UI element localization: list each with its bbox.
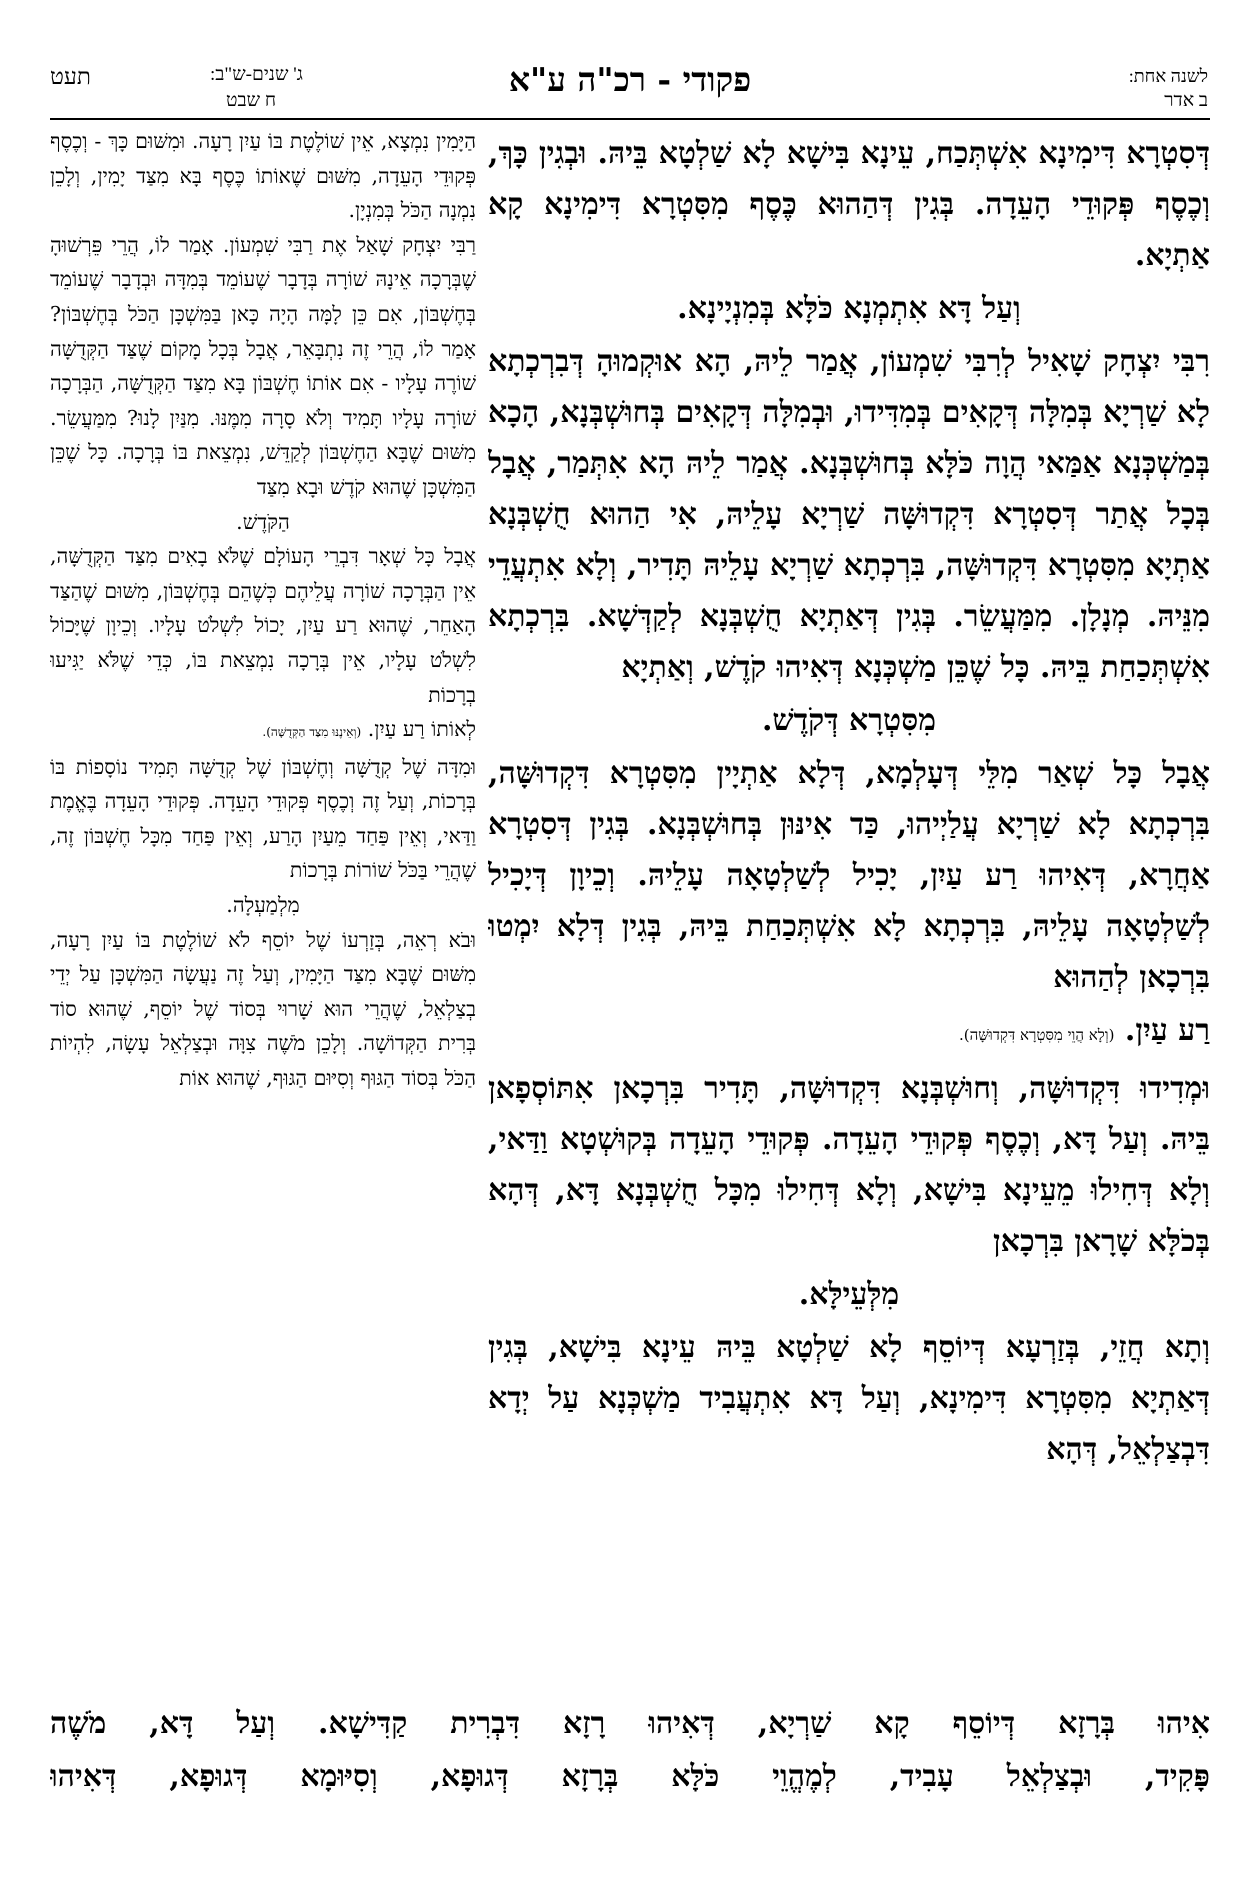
page-title: פקודי - רכ"ה ע"א (508, 60, 752, 99)
cycle-line-1: לשנה אחת: (1128, 66, 1208, 86)
main-paragraph-3: אֲבָל כָּל שְׁאַר מִלֵּי דְּעָלְמָא, דְּלָא אַתְיָין מִסִּטְרָא דִּקְדוּשָּׁה, בִּרְכְתָא לָא שַׁרְיָא עֲלַיְיהוּ, כַּד אִינּוּן בְּחוּשְׁבְּנָא. בְּגִין דְּסִטְרָא אַחֲרָא, דְּאִיהוּ רַע עַיִן, יָכִיל לְשַׁלְטָאָה עָלֵיהּ. וְכֵיוָן דְּיָכִיל לְשַׁלְטָאָה עָלֵיהּ, בִּרְכְתָא לָא אִשְׁתְּכַחַת בֵּיהּ, בְּגִין דְּלָא יִמְטוּ בִּרְכָאן לְהַהוּא (488, 756, 1210, 995)
header-rule (50, 118, 1210, 120)
bottom-line-1: אִיהוּ בְּרָזָא דְּיוֹסֵף קָא שַׁרְיָא, דְּאִיהוּ רָזָא דִּבְרִית קַדִּישָׁא. וְעַל דָּא, מֹשֶׁה (50, 1706, 1210, 1741)
main-text-column (488, 128, 1210, 1693)
main-paragraph-1: דְּסִטְרָא דִּימִינָא אִשְׁתְּכַח, עֵינָא בִּישָׁא לָא שַׁלְטָא בֵּיהּ. וּבְגִין כָּךְ, וְכֶסֶף פְּקוּדֵי הָעֵדָה. בְּגִין דְּהַהוּא כֶּסֶף מִסִּטְרָא דִּימִינָא קָא אַתְיָא. (488, 136, 1210, 273)
main-paragraph-4: וּמְדִידוּ דִּקְדוּשָּׁה, וְחוּשְׁבְּנָא דִּקְדוּשָּׁה, תָּדִיר בִּרְכָאן אִתּוֹסְפָאן בֵּיהּ. וְעַל דָּא, וְכֶסֶף פְּקוּדֵי הָעֵדָה. פְּקוּדֵי הָעֵדָה בְּקוּשְׁטָא וַדַּאי, וְלָא דְּחִילוּ מֵעֵינָא בִּישָׁא, וְלָא דְּחִילוּ מִכָּל חֻשְׁבְּנָא דָּא, דְּהָא בְּכֹלָּא שָׁרָאן בִּרְכָאן (488, 1071, 1210, 1259)
side-paragraph-2-end: הַקֹּדֶשׁ. (236, 509, 290, 534)
main-paragraph-3-end (488, 1005, 1210, 1061)
main-paragraph-3-end-text: רַע עַיִן. (1124, 1013, 1210, 1048)
side-paragraph-2: רַבִּי יִצְחָק שָׁאַל אֶת רַבִּי שִׁמְעוֹן. אָמַר לוֹ, הֲרֵי פֵּרְשׁוּהָ שֶׁבְּרָכָה אֵינָהּ שׁוֹרָה בְּדָבָר שֶׁעוֹמֵד בְּמִדָּה וּבְדָבָר שֶׁעוֹמֵד בְּחֶשְׁבּוֹן, אִם כֵּן לָמָּה הָיָה כָּאן בַּמִּשְׁכָּן הַכֹּל בְּחֶשְׁבּוֹן? אָמַר לוֹ, הֲרֵי זֶה נִתְבָּאֵר, אֲבָל בְּכָל מָקוֹם שֶׁצַּד הַקְּדֻשָּׁה שׁוֹרֶה עָלָיו - אִם אוֹתוֹ חֶשְׁבּוֹן בָּא מִצַּד הַקְּדֻשָּׁה, הַבְּרָכָה שׁוֹרָה עָלָיו תָּמִיד וְלֹא סָרָה מִמֶּנּוּ. מִנַּיִן לָנוּ? מִמַּעֲשֵׂר. מִשּׁוּם שֶׁבָּא הַחֶשְׁבּוֹן לְקַדֵּשׁ, נִמְצֵאת בּוֹ בְּרָכָה. כָּל שֶׁכֵּן הַמִּשְׁכָּן שֶׁהוּא קֹדֶשׁ וּבָא מִצַּד (50, 232, 476, 499)
side-paragraph-4-end: מִלְמַעְלָה. (226, 893, 300, 918)
page-header (50, 60, 1210, 118)
main-paragraph-5: וְתָא חֲזֵי, בְּזַרְעָא דְּיוֹסֵף לָא שַׁלְטָא בֵּיהּ עֵינָא בִּישָׁא, בְּגִין דְּאַתְיָא מִסִּטְרָא דִּימִינָא, וְעַל דָּא אִתְעֲבִיד מַשְׁכְּנָא עַל יְדָא דִּבְצַלְאֵל, דְּהָא (488, 1330, 1210, 1467)
side-paragraph-3-note: (וְאֵינֶנּוּ מִצַּד הַקְּדֻשָּׁה). (262, 725, 362, 740)
side-paragraph-3-end-text: לְאוֹתוֹ רַע עַיִן. (367, 717, 476, 742)
main-paragraph-1-end: וְעַל דָּא אִתְמְנָא כֹּלָּא בְּמִנְיָינָא. (677, 291, 1021, 326)
translation-column (50, 124, 476, 1684)
volume-line-2: ח שבט (226, 90, 277, 111)
side-paragraph-3: אֲבָל כָּל שְׁאָר דִּבְרֵי הָעוֹלָם שֶׁלֹּא בָאִים מִצַּד הַקְּדֻשָּׁה, אֵין הַבְּרָכָה שׁוֹרָה עֲלֵיהֶם כְּשֶׁהֵם בְּחֶשְׁבּוֹן, מִשּׁוּם שֶׁהַצַּד הָאַחֵר, שֶׁהוּא רַע עַיִן, יָכוֹל לִשְׁלֹט עָלָיו. וְכֵיוָן שֶׁיָּכוֹל לִשְׁלֹט עָלָיו, אֵין בְּרָכָה נִמְצֵאת בּוֹ, כְּדֵי שֶׁלֹּא יַגִּיעוּ בְרָכוֹת (50, 544, 476, 707)
side-paragraph-3-end (50, 712, 476, 750)
volume-line-1: ג' שנים-ש"ב: (210, 64, 303, 85)
bottom-text (50, 1698, 1210, 1848)
main-paragraph-2: רִבִּי יִצְחָק שָׁאִיל לְרִבִּי שִׁמְעוֹן, אֲמַר לֵיהּ, הָא אוּקְמוּהָ דְּבִרְכְתָא לָא שַׁרְיָא בְּמִלָּה דְּקָאִים בְּמִדִּידוּ, וּבְמִלָּה דְּקָאִים בְּחוּשְׁבְּנָא, הָכָא בְּמַשְׁכְּנָא אַמַּאי הֲוָה כֹּלָּא בְּחוּשְׁבְּנָא. אֲמַר לֵיהּ הָא אִתְּמַר, אֲבָל בְּכָל אֲתַר דְּסִטְרָא דִּקְדוּשָּׁה שַׁרְיָא עָלֵיהּ, אִי הַהוּא חֻשְׁבְּנָא אַתְיָא מִסִּטְרָא דִּקְדוּשָּׁה, בִּרְכְתָא שַׁרְיָא עָלֵיהּ תָּדִיר, וְלָא אִתְעֲדֵי מִנֵּיהּ. מְנָלָן. מִמַּעֲשֵׂר. בְּגִין דְּאַתְיָא חֻשְׁבְּנָא לְקַדְּשָׁא. בִּרְכְתָא אִשְׁתְּכַחַת בֵּיהּ. כָּל שֶׁכֵּן מַשְׁכְּנָא דְּאִיהוּ קֹדֶשׁ, וְאַתְיָא (488, 344, 1210, 685)
side-paragraph-5: וּבֹא רְאֵה, בְּזַרְעוֹ שֶׁל יוֹסֵף לֹא שׁוֹלֶטֶת בּוֹ עַיִן רָעָה, מִשּׁוּם שֶׁבָּא מִצַּד הַיָּמִין, וְעַל זֶה נַעֲשָׂה הַמִּשְׁכָּן עַל יְדֵי בְצַלְאֵל, שֶׁהֲרֵי הוּא שָׁרוּי בְּסוֹד שֶׁל יוֹסֵף, שֶׁהוּא סוֹד בְּרִית הַקְּדוֹשָׁה. וְלָכֵן מֹשֶׁה צִוָּה וּבְצַלְאֵל עָשָׂה, לִהְיוֹת הַכֹּל בְּסוֹד הַגּוּף וְסִיּוּם הַגּוּף, שֶׁהוּא אוֹת (50, 927, 476, 1091)
bottom-line-2: פָּקִיד, וּבְצַלְאֵל עָבִיד, לְמֶהֱוֵי כֹּלָּא בְּרָזָא דְּגוּפָא, וְסִיּוּמָא דְּגוּפָא, דְּאִיהוּ (50, 1759, 1210, 1794)
main-paragraph-4-end: מִלְּעֵילָּא. (798, 1277, 900, 1312)
cycle-line-2: ב אדר (1164, 90, 1208, 111)
side-paragraph-1: הַיָּמִין נִמְצָא, אֵין שׁוֹלֶטֶת בּוֹ עַיִן רָעָה. וּמִשּׁוּם כָּךְ - וְכֶסֶף פְּקוּדֵי הָעֵדָה, מִשּׁוּם שֶׁאוֹתוֹ כֶּסֶף בָּא מִצַּד יָמִין, וְלָכֵן נִמְנָה הַכֹּל בְּמִנְיָן. (50, 129, 476, 223)
main-paragraph-3-note: (וְלָא הֲוֵי מִסִּטְרָא דִּקְדוּשָּׁה). (959, 1026, 1115, 1044)
main-paragraph-2-end: מִסִּטְרָא דְּקֹדֶשׁ. (761, 703, 936, 738)
side-paragraph-4: וּמִדָּה שֶׁל קְדֻשָּׁה וְחֶשְׁבּוֹן שֶׁל קְדֻשָּׁה תָּמִיד נוֹסָפוֹת בּוֹ בְּרָכוֹת, וְעַל זֶה וְכֶסֶף פְּקוּדֵי הָעֵדָה. פְּקוּדֵי הָעֵדָה בֶּאֱמֶת וַדַּאי, וְאֵין פַּחַד מֵעַיִן הָרַע, וְאֵין פַּחַד מִכָּל חֶשְׁבּוֹן זֶה, שֶׁהֲרֵי בַּכֹּל שׁוֹרוֹת בְּרָכוֹת (50, 754, 476, 883)
page-number: תעט (50, 64, 91, 89)
